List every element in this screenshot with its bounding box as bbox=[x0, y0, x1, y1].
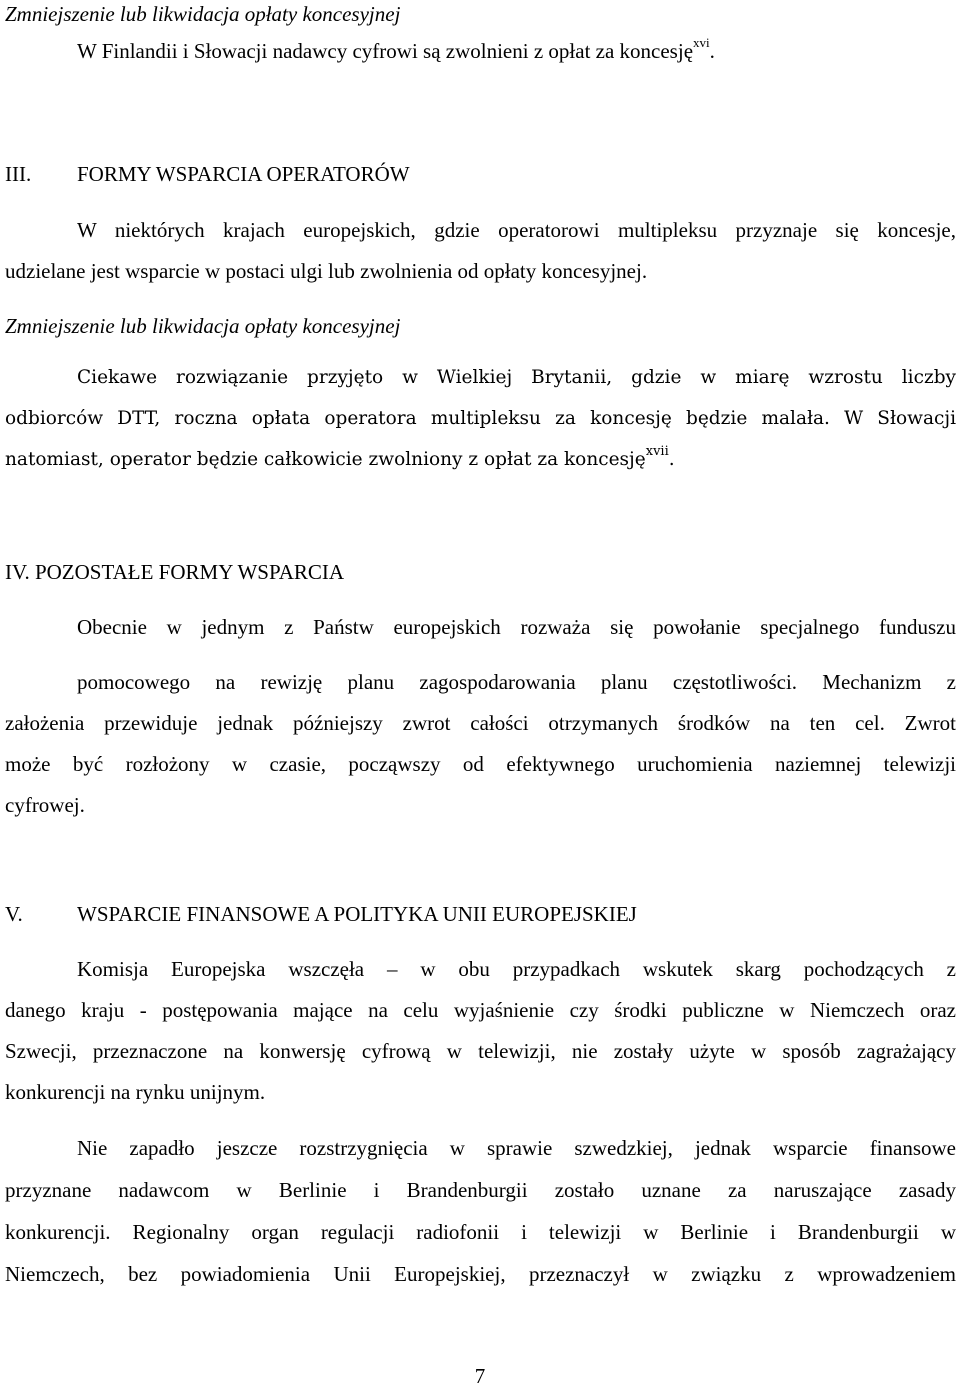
paragraph-line: konkurencji. Regionalny organ regulacji radiofonii i telewizji w Berlinie i Brandenburgii w bbox=[5, 1220, 956, 1244]
page-number: 7 bbox=[474, 1364, 486, 1388]
paragraph-text: W Finlandii i Słowacji nadawcy cyfrowi są zwolnieni z opłat za koncesję bbox=[77, 39, 694, 63]
paragraph-line: odbiorców DTT, roczna opłata operatora multipleksu za koncesję będzie malała. W Słowacji bbox=[5, 408, 956, 429]
footnote-ref: xvi bbox=[693, 35, 710, 50]
sentence-end: . bbox=[668, 449, 675, 470]
sentence-end: . bbox=[709, 39, 715, 63]
paragraph-line: Szwecji, przeznaczone na konwersję cyfrową w telewizji, nie zostały użyte w sposób zagrażający bbox=[5, 1039, 956, 1063]
paragraph-line bbox=[77, 35, 715, 63]
section-title: FORMY WSPARCIA OPERATORÓW bbox=[77, 162, 410, 186]
paragraph-line bbox=[5, 443, 675, 470]
paragraph-line: Komisja Europejska wszczęła – w obu przypadkach wskutek skarg pochodzących z bbox=[77, 957, 956, 981]
paragraph-line: pomocowego na rewizję planu zagospodarowania planu częstotliwości. Mechanizm z bbox=[77, 670, 956, 694]
subsection-title: Zmniejszenie lub likwidacja opłaty koncesyjnej bbox=[5, 314, 401, 338]
footnote-ref: xvii bbox=[645, 443, 669, 459]
paragraph-line: udzielane jest wsparcie w postaci ulgi lub zwolnienia od opłaty koncesyjnej. bbox=[5, 259, 648, 283]
paragraph-line: W niektórych krajach europejskich, gdzie operatorowi multipleksu przyznaje się koncesje, bbox=[77, 218, 956, 242]
paragraph-line: danego kraju - postępowania mające na celu wyjaśnienie czy środki publiczne w Niemczech oraz bbox=[5, 998, 956, 1022]
paragraph-line: Nie zapadło jeszcze rozstrzygnięcia w sprawie szwedzkiej, jednak wsparcie finansowe bbox=[77, 1136, 956, 1160]
section-number: V. bbox=[5, 902, 23, 926]
paragraph-line: konkurencji na rynku unijnym. bbox=[5, 1080, 266, 1104]
paragraph-line: cyfrowej. bbox=[5, 793, 85, 817]
subsection-title: Zmniejszenie lub likwidacja opłaty koncesyjnej bbox=[5, 2, 401, 26]
section-number: III. bbox=[5, 162, 32, 186]
paragraph-line: przyznane nadawcom w Berlinie i Brandenburgii zostało uznane za naruszające zasady bbox=[5, 1178, 956, 1202]
paragraph-line: Ciekawe rozwiązanie przyjęto w Wielkiej Brytanii, gdzie w miarę wzrostu liczby bbox=[77, 367, 956, 388]
paragraph-text: natomiast, operator będzie całkowicie zwolniony z opłat za koncesję bbox=[5, 449, 646, 470]
section-title: WSPARCIE FINANSOWE A POLITYKA UNII EUROPEJSKIEJ bbox=[77, 902, 637, 926]
paragraph-line: Obecnie w jednym z Państw europejskich rozważa się powołanie specjalnego funduszu bbox=[77, 615, 956, 639]
section-title: IV. POZOSTAŁE FORMY WSPARCIA bbox=[5, 560, 345, 584]
paragraph-line: założenia przewiduje jednak późniejszy zwrot całości otrzymanych środków na ten cel. Zwrot bbox=[5, 711, 956, 735]
paragraph-line: Niemczech, bez powiadomienia Unii Europejskiej, przeznaczył w związku z wprowadzeniem bbox=[5, 1262, 956, 1286]
paragraph-line: może być rozłożony w czasie, począwszy od efektywnego uruchomienia naziemnej telewizji bbox=[5, 752, 956, 776]
